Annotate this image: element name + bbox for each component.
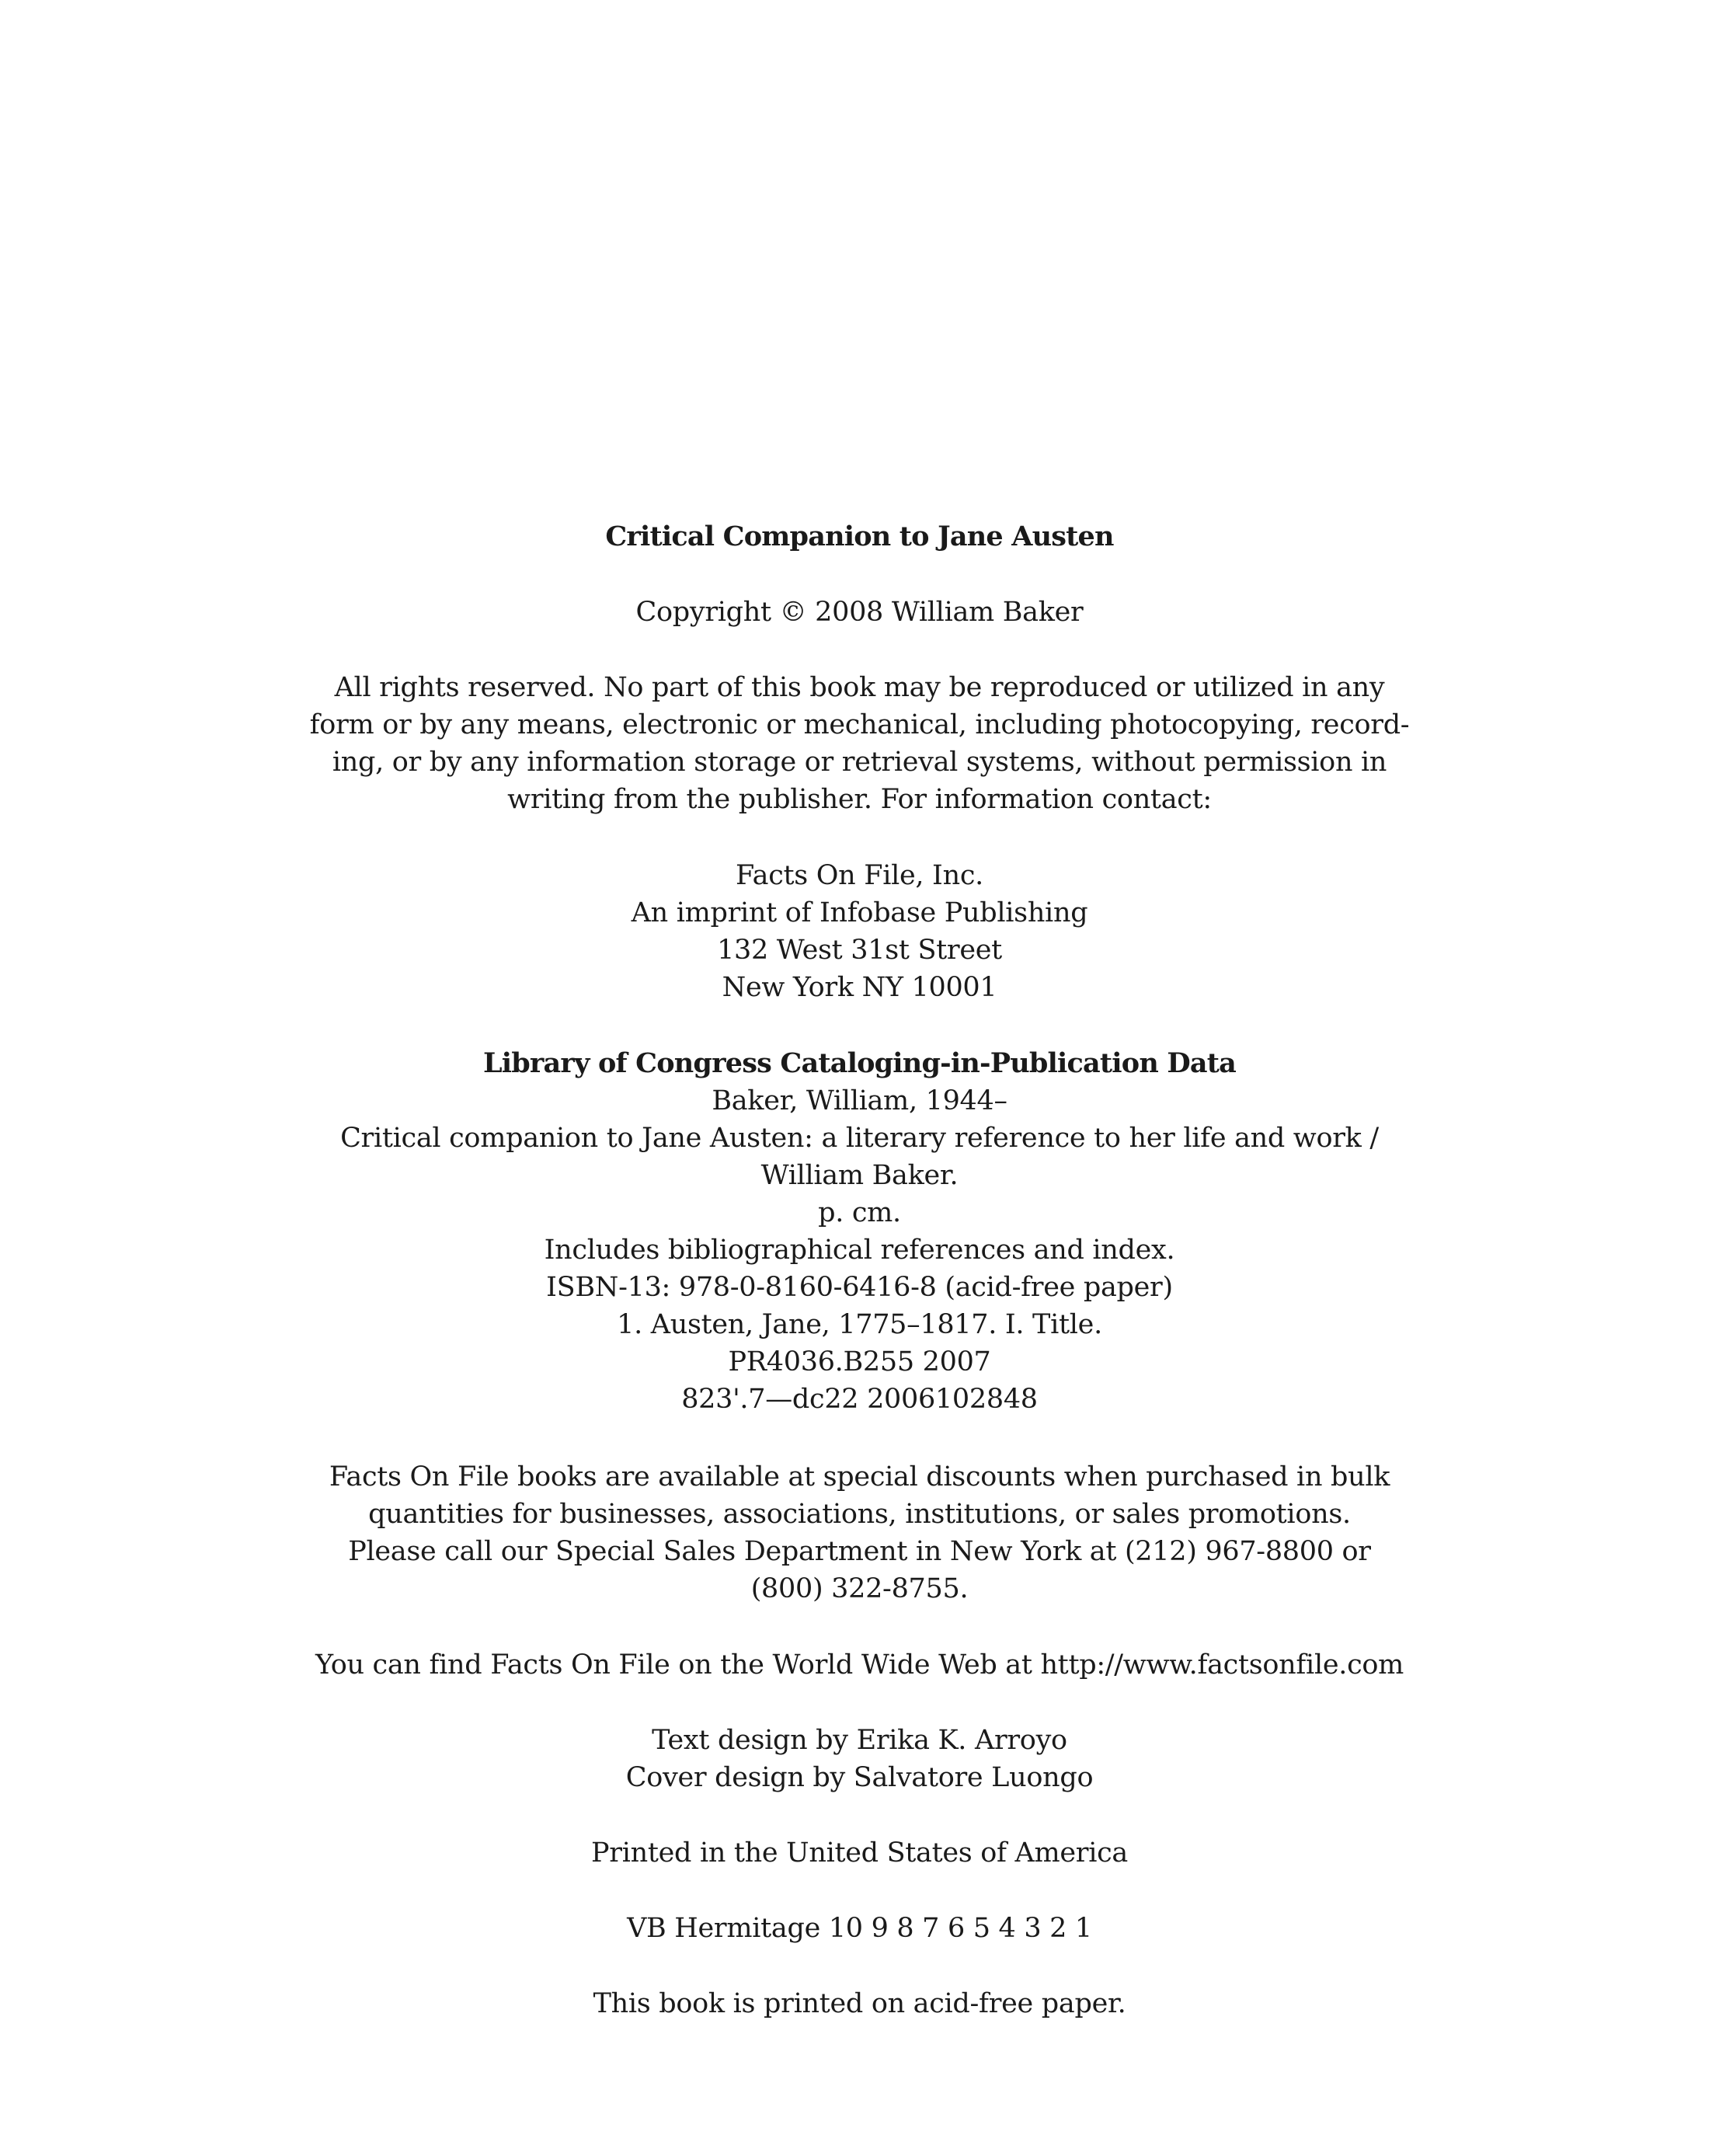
design-credits [0, 1722, 1719, 1796]
sales-line: quantities for businesses, associations, institutions, or sales promotions. [368, 1499, 1351, 1530]
cataloging-line: ISBN-13: 978-0-8160-6416-8 (acid-free paper) [546, 1272, 1173, 1303]
sales-line: (800) 322-8755. [750, 1573, 969, 1604]
paper-note-block [0, 1985, 1719, 2022]
cataloging-data [0, 1045, 1719, 1418]
cataloging-line: Baker, William, 1944– [712, 1085, 1007, 1116]
publisher-line: Facts On File, Inc. [736, 860, 983, 891]
cataloging-line: Includes bibliographical references and index. [544, 1235, 1175, 1266]
design-credit-line: Text design by Erika K. Arroyo [652, 1725, 1067, 1756]
book-title: Critical Companion to Jane Austen [605, 521, 1114, 552]
publisher-line: New York NY 10001 [722, 972, 997, 1003]
publisher-line: An imprint of Infobase Publishing [631, 897, 1088, 928]
sales-line: Facts On File books are available at special discounts when purchased in bulk [329, 1461, 1390, 1492]
sales-line: Please call our Special Sales Department in New York at (212) 967-8800 or [348, 1536, 1371, 1567]
cataloging-line: p. cm. [818, 1197, 901, 1228]
printed-in-line: Printed in the United States of America [591, 1837, 1128, 1869]
printed-in-block [0, 1834, 1719, 1872]
rights-line: form or by any means, electronic or mechanical, including photocopying, record- [309, 709, 1410, 740]
publisher-address [0, 857, 1719, 1006]
publisher-line: 132 West 31st Street [717, 935, 1002, 966]
book-title-block [0, 518, 1719, 556]
cataloging-line: Critical companion to Jane Austen: a literary reference to her life and work / [340, 1123, 1379, 1154]
rights-paragraph [0, 669, 1719, 818]
copyright-notice: Copyright © 2008 William Baker [635, 597, 1084, 628]
cataloging-line: William Baker. [760, 1160, 959, 1191]
rights-line: writing from the publisher. For information contact: [507, 784, 1212, 815]
cataloging-heading: Library of Congress Cataloging-in-Publication Data [482, 1047, 1237, 1079]
cataloging-line: PR4036.B255 2007 [728, 1346, 991, 1378]
rights-line: ing, or by any information storage or retrieval systems, without permission in [332, 747, 1387, 778]
design-credit-line: Cover design by Salvatore Luongo [625, 1762, 1094, 1793]
website-line: You can find Facts On File on the World Wide Web at http://www.factsonfile.com [315, 1649, 1404, 1681]
rights-line: All rights reserved. No part of this book may be reproduced or utilized in any [334, 672, 1385, 703]
website-block [0, 1646, 1719, 1684]
printing-line-block [0, 1910, 1719, 1947]
cataloging-line: 823'.7—dc22 2006102848 [681, 1384, 1038, 1415]
printing-number-line: VB Hermitage 10 9 8 7 6 5 4 3 2 1 [627, 1913, 1092, 1944]
copyright-block [0, 594, 1719, 631]
special-sales-paragraph [0, 1458, 1719, 1607]
cataloging-line: 1. Austen, Jane, 1775–1817. I. Title. [617, 1309, 1102, 1340]
acid-free-note: This book is printed on acid-free paper. [593, 1988, 1126, 2019]
